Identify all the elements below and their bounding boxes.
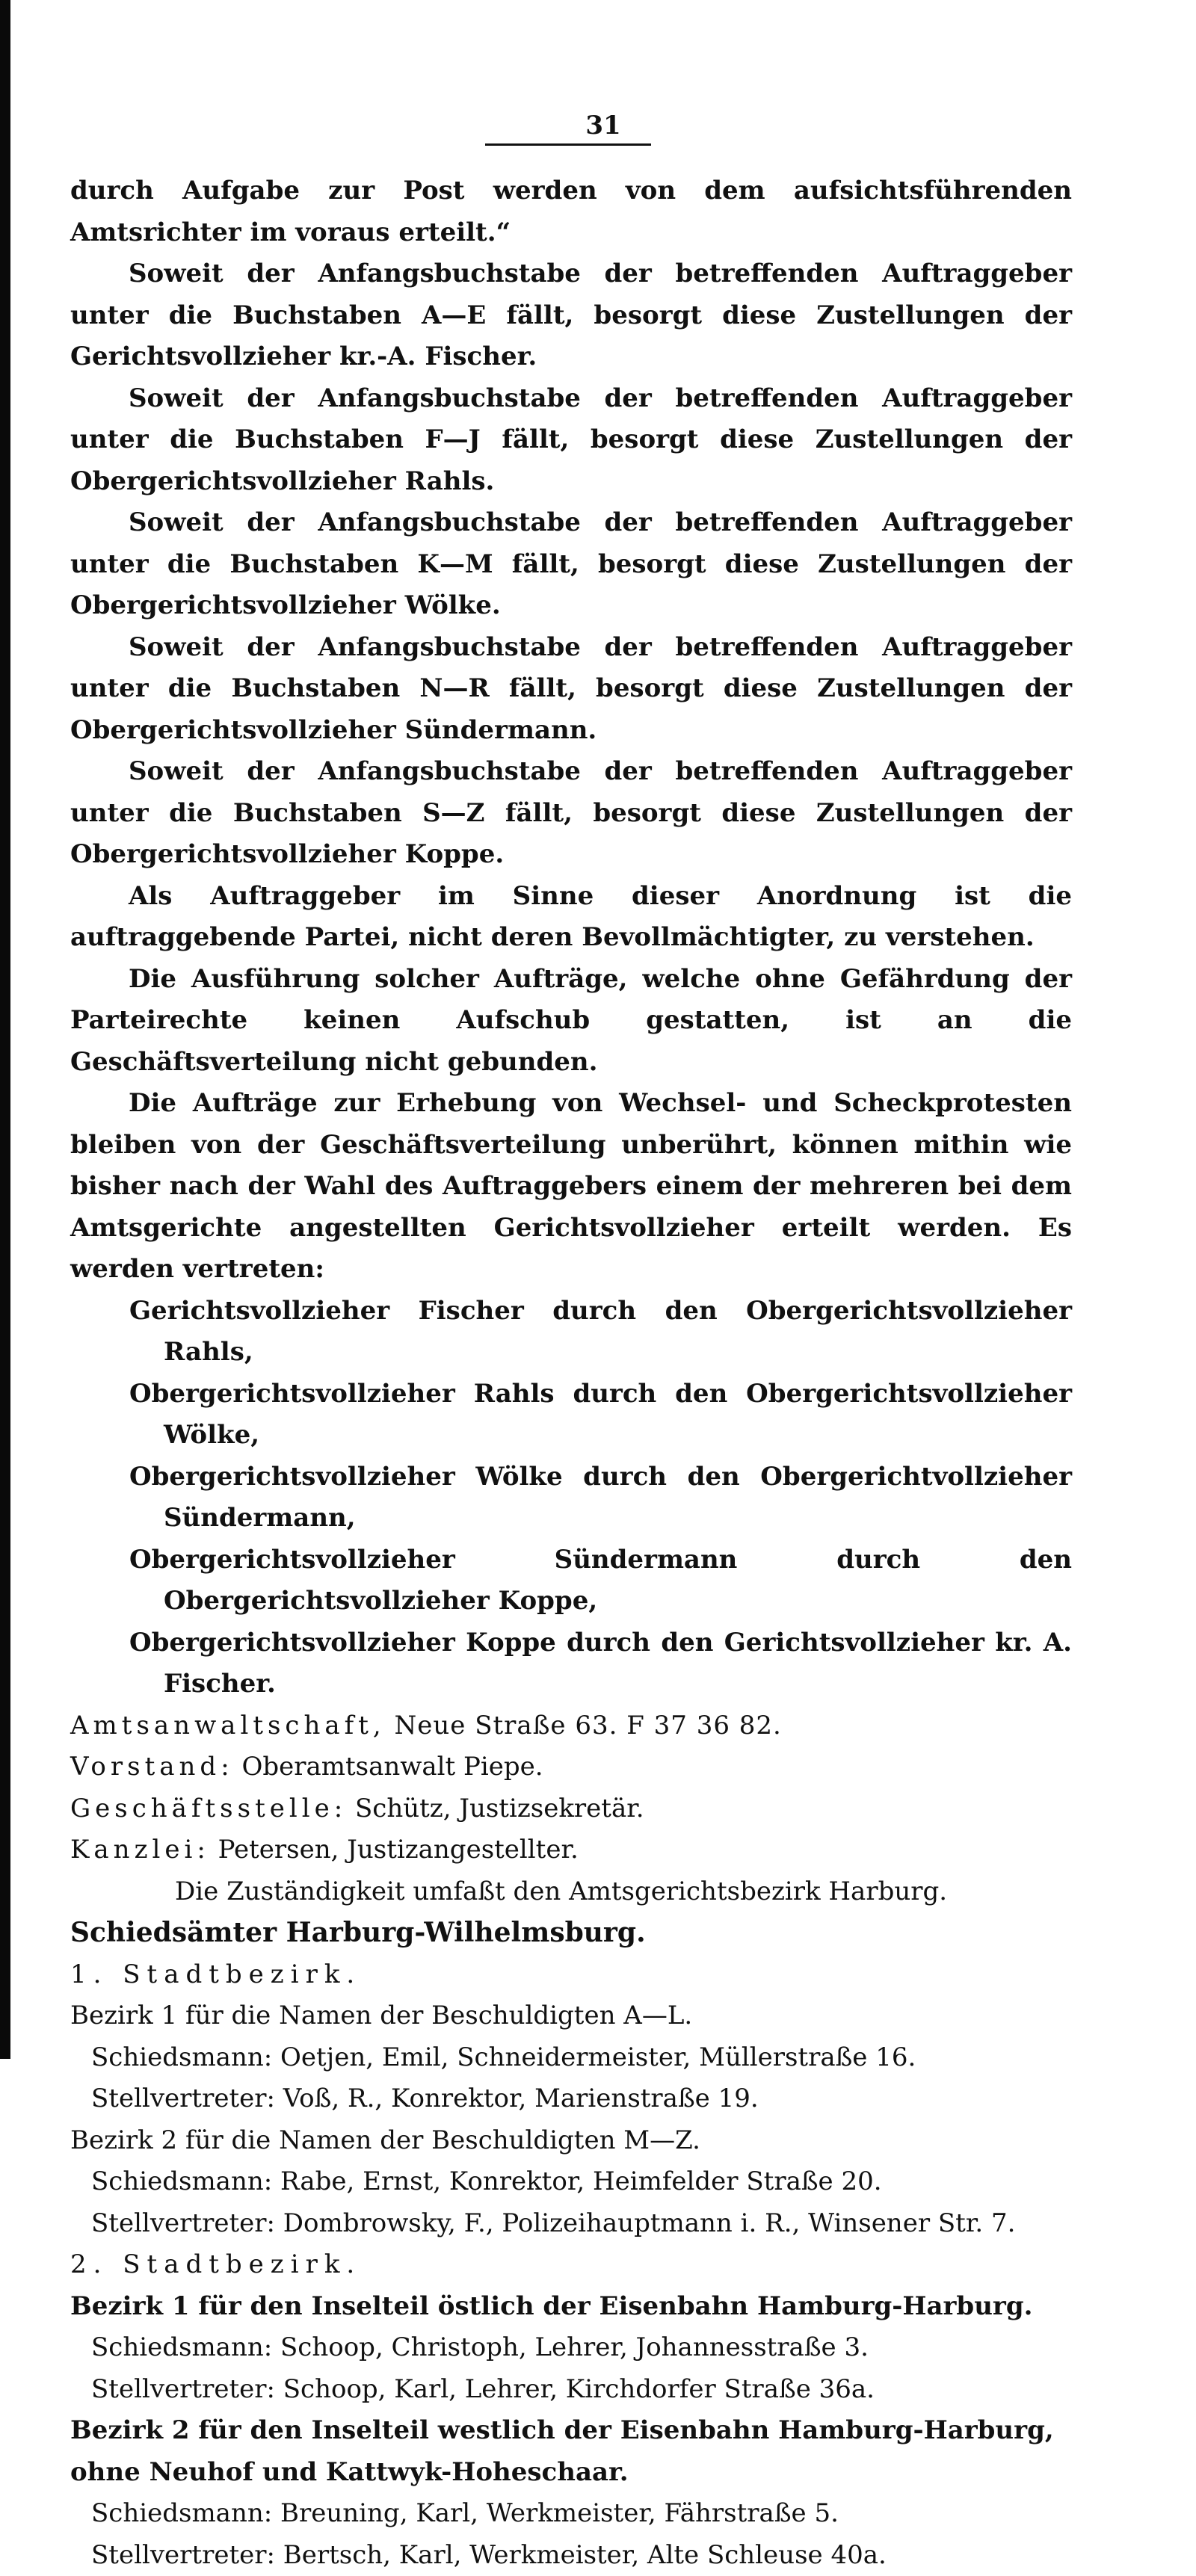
paragraph: Die Aufträge zur Erhebung von Wechsel- und Scheckprotesten bleiben von der Geschäftsverteilung unberührt, können mithin wie bisher nach der Wahl des Auftraggebers einem der mehreren bei dem Amtsgerichte angestellten Gerichtsvollzieher erteilt werden. Es werden vertreten: (70, 1083, 1072, 1291)
bezirk-heading-continuation: ohne Neuhof und Kattwyk-Hoheschaar. (70, 2452, 1072, 2494)
schiedsaemter-heading: Schiedsämter Harburg-Wilhelmsburg. (70, 1912, 1072, 1954)
amtsanwaltschaft-address: Neue Straße 63. (395, 1711, 618, 1741)
stadtbezirk-heading: 1. Stadtbezirk. (70, 1954, 1072, 1996)
geschaeftsstelle-value: Schütz, Justizsekretär. (355, 1794, 644, 1823)
vorstand-label: Vorstand: (70, 1752, 234, 1782)
schiedsmann-line: Schiedsmann: Oetjen, Emil, Schneidermeister, Müllerstraße 16. (70, 2037, 1072, 2079)
geschaeftsstelle-line (70, 1788, 1072, 1830)
stadtbezirk-heading: 2. Stadtbezirk. (70, 2244, 1072, 2286)
zustaendigkeit-line: Die Zuständigkeit umfaßt den Amtsgerichtsbezirk Harburg. (70, 1871, 1072, 1913)
representation-entry: Gerichtsvollzieher Fischer durch den Obergerichtsvollzieher Rahls, (70, 1291, 1072, 1374)
schiedsmann-line: Schiedsmann: Breuning, Karl, Werkmeister, Fährstraße 5. (70, 2493, 1072, 2535)
bezirk-heading: Bezirk 1 für die Namen der Beschuldigten A—L. (70, 1995, 1072, 2037)
amtsanwaltschaft-heading (70, 1705, 1072, 1747)
paragraph: Soweit der Anfangsbuchstabe der betreffenden Auftraggeber unter die Buchstaben A—E fällt, besorgt diese Zustellungen der Gerichtsvollzieher kr.-A. Fischer. (70, 253, 1072, 378)
bezirk-heading: Bezirk 2 für den Inselteil westlich der Eisenbahn Hamburg-Harburg, (70, 2410, 1072, 2452)
vorstand-line (70, 1746, 1072, 1788)
paragraph: Soweit der Anfangsbuchstabe der betreffenden Auftraggeber unter die Buchstaben N—R fällt, besorgt diese Zustellungen der Obergerichtsvollzieher Sündermann. (70, 627, 1072, 752)
amtsanwaltschaft-title: Amtsanwaltschaft, (70, 1711, 386, 1741)
representation-entry: Obergerichtsvollzieher Rahls durch den Obergerichtsvollzieher Wölke, (70, 1374, 1072, 1457)
page-number: 31 (10, 111, 1196, 140)
representation-entry: Obergerichtsvollzieher Wölke durch den Obergerichtvollzieher Sündermann, (70, 1457, 1072, 1539)
bezirk-heading: Bezirk 1 für den Inselteil östlich der Eisenbahn Hamburg-Harburg. (70, 2286, 1072, 2328)
schiedsmann-line: Schiedsmann: Rabe, Ernst, Konrektor, Heimfelder Straße 20. (70, 2161, 1072, 2203)
schiedsmann-line: Schiedsmann: Schoop, Christoph, Lehrer, Johannesstraße 3. (70, 2327, 1072, 2369)
representation-entry: Obergerichtsvollzieher Koppe durch den Gerichtsvollzieher kr. A. Fischer. (70, 1622, 1072, 1705)
paragraph: Soweit der Anfangsbuchstabe der betreffenden Auftraggeber unter die Buchstaben S—Z fällt, besorgt diese Zustellungen der Obergerichtsvollzieher Koppe. (70, 751, 1072, 876)
kanzlei-label: Kanzlei: (70, 1835, 210, 1865)
bezirk-heading: Bezirk 2 für die Namen der Beschuldigten M—Z. (70, 2120, 1072, 2162)
representation-entry: Obergerichtsvollzieher Sündermann durch den Obergerichtsvollzieher Koppe, (70, 1539, 1072, 1622)
paragraph: Die Ausführung solcher Aufträge, welche ohne Gefährdung der Parteirechte keinen Aufschub gestatten, ist an die Geschäftsverteilung nicht gebunden. (70, 959, 1072, 1084)
page-number-rule (485, 143, 651, 146)
paragraph: Soweit der Anfangsbuchstabe der betreffenden Auftraggeber unter die Buchstaben K—M fällt, besorgt diese Zustellungen der Obergerichtsvollzieher Wölke. (70, 502, 1072, 627)
amtsanwaltschaft-phone: F 37 36 82. (626, 1711, 782, 1741)
paragraph-continuation: durch Aufgabe zur Post werden von dem aufsichtsführenden Amtsrichter im voraus erteilt.“ (70, 170, 1072, 253)
kanzlei-value: Petersen, Justizangestellter. (218, 1835, 579, 1865)
vorstand-value: Oberamtsanwalt Piepe. (241, 1752, 543, 1782)
paragraph: Soweit der Anfangsbuchstabe der betreffenden Auftraggeber unter die Buchstaben F—J fällt, besorgt diese Zustellungen der Obergerichtsvollzieher Rahls. (70, 378, 1072, 503)
stellvertreter-line: Stellvertreter: Schoop, Karl, Lehrer, Kirchdorfer Straße 36a. (70, 2369, 1072, 2411)
paragraph: Als Auftraggeber im Sinne dieser Anordnung ist die auftraggebende Partei, nicht deren Bevollmächtigter, zu verstehen. (70, 876, 1072, 959)
geschaeftsstelle-label: Geschäftsstelle: (70, 1794, 347, 1823)
stellvertreter-line: Stellvertreter: Voß, R., Konrektor, Marienstraße 19. (70, 2078, 1072, 2120)
document-body (70, 170, 1072, 2576)
kanzlei-line (70, 1829, 1072, 1871)
stellvertreter-line: Stellvertreter: Bertsch, Karl, Werkmeister, Alte Schleuse 40a. (70, 2535, 1072, 2576)
stellvertreter-line: Stellvertreter: Dombrowsky, F., Polizeihauptmann i. R., Winsener Str. 7. (70, 2203, 1072, 2245)
